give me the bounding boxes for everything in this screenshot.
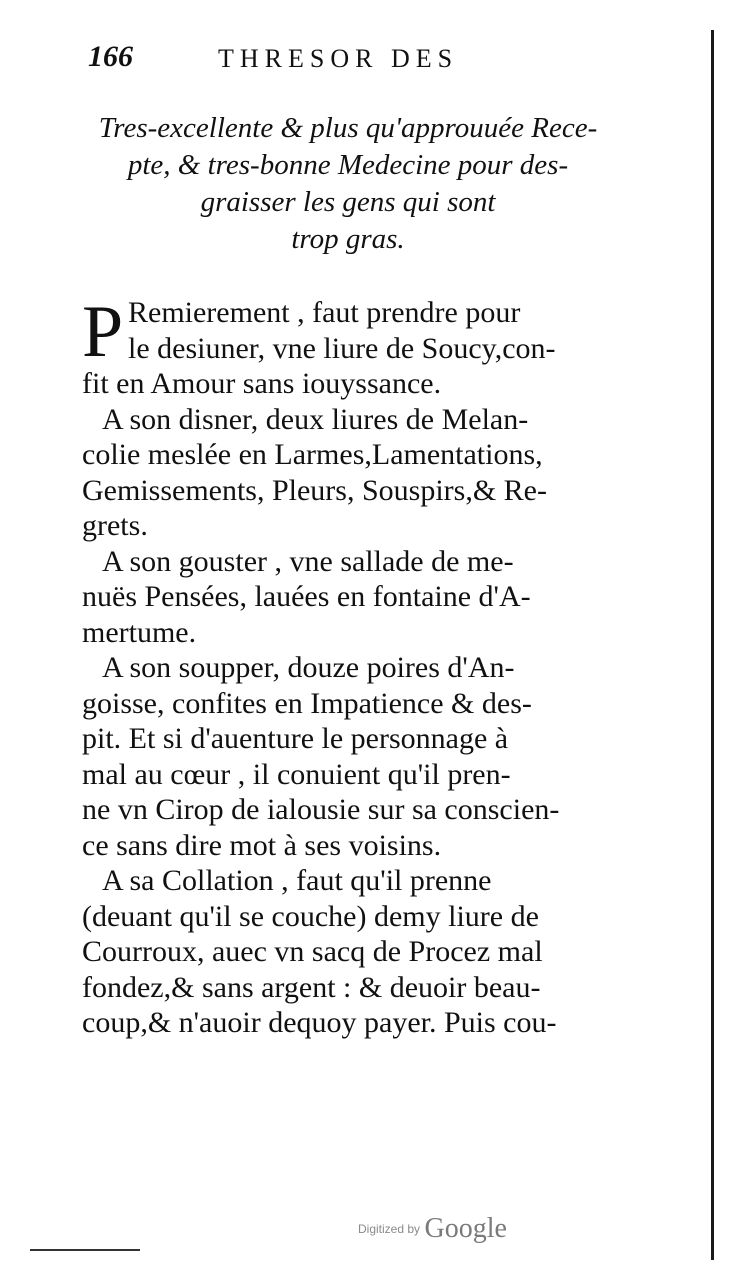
title-line: Tres-excellente & plus qu'approuuée Rece-: [98, 112, 598, 144]
text-line: (deuant qu'il se couche) demy liure de: [82, 899, 539, 933]
body-text: [82, 291, 602, 1041]
text-line: A sa Collation , faut qu'il prenne: [102, 864, 492, 897]
title-line: pte, & tres-bonne Medecine pour des-: [127, 149, 569, 181]
text-line: goisse, confites en Impatience & des-: [82, 686, 532, 720]
bottom-rule: [30, 1249, 140, 1251]
digitizer-watermark: [358, 1213, 507, 1245]
text-line: coup,& n'auoir dequoy payer. Puis cou-: [82, 1006, 557, 1039]
page-number: 166: [88, 40, 133, 73]
title-line: graisser les gens qui sont: [200, 186, 496, 218]
page-header: [88, 40, 558, 80]
title-line: trop gras.: [291, 223, 405, 255]
google-logo: Google: [424, 1213, 507, 1244]
text-line: mal au cœur , il conuient qu'il pren-: [82, 757, 511, 791]
text-line: A son disner, deux liures de Melan-: [102, 402, 529, 436]
text-line: colie meslée en Larmes,Lamentations,: [82, 438, 543, 471]
text-line: fit en Amour sans iouyssance.: [82, 367, 442, 400]
text-line: pit. Et si d'auenture le personnage à: [82, 722, 509, 755]
text-line: ce sans dire mot à ses voisins.: [82, 828, 442, 862]
binding-edge: [711, 30, 714, 1260]
text-line: mertume.: [82, 615, 197, 649]
text-line: fondez,& sans argent : & deuoir beau-: [82, 970, 541, 1004]
running-head: THRESOR DES: [218, 44, 459, 73]
drop-cap: P: [82, 291, 124, 373]
text-line: A son soupper, douze poires d'An-: [102, 651, 515, 684]
text-line: le desiuner, vne liure de Soucy,con-: [128, 331, 556, 365]
text-line: ne vn Cirop de ialousie sur sa conscien-: [82, 793, 560, 826]
text-line: nuës Pensées, lauées en fontaine d'A-: [82, 580, 531, 613]
text-line: Courroux, auec vn sacq de Procez mal: [82, 935, 543, 968]
text-line: Gemissements, Pleurs, Souspirs,& Re-: [82, 473, 547, 507]
text-line: grets.: [82, 509, 148, 542]
digitized-by-label: Digitized by: [358, 1222, 421, 1236]
text-line: Remierement , faut prendre pour: [128, 296, 521, 329]
recipe-title: [88, 110, 608, 258]
text-line: A son gouster , vne sallade de me-: [102, 544, 514, 578]
